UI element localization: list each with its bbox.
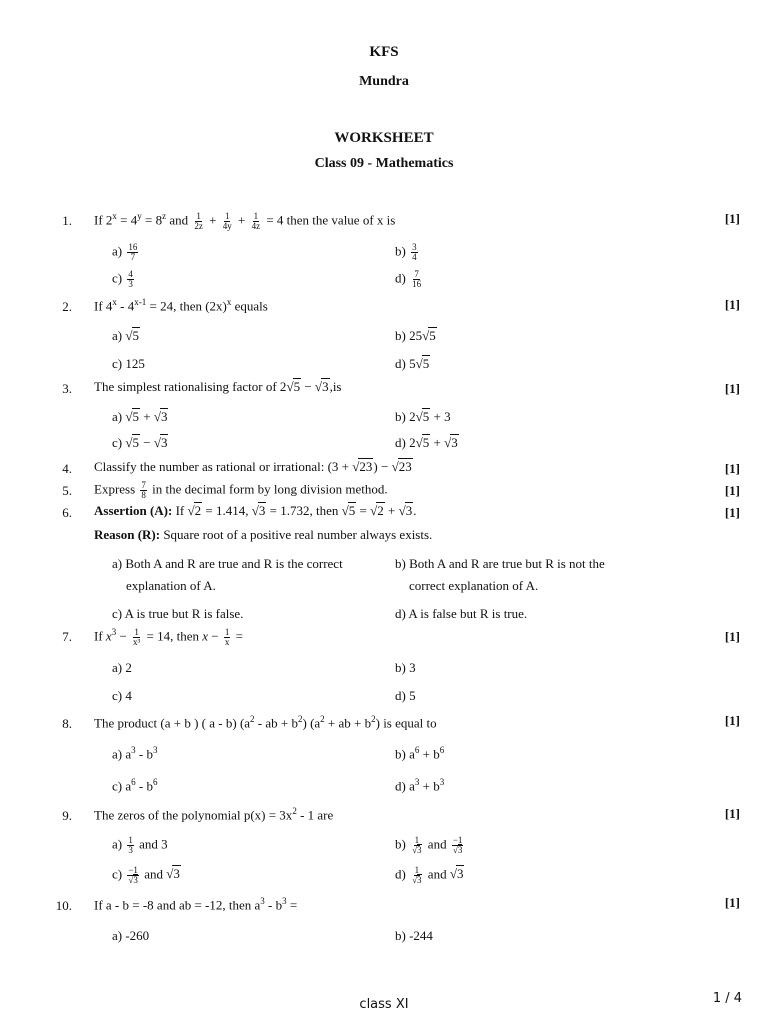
school-place: Mundra bbox=[359, 74, 409, 89]
question-number: 10. bbox=[55, 898, 72, 913]
question-text: If $x^3$ − $\frac{1}{\text{x³}}$ = 14, then x − $\frac{1}{x}$ = bbox=[94, 626, 243, 647]
question-text: The simplest rationalising factor of 2√5 − √3,is bbox=[94, 379, 342, 394]
option-d: d) $\frac{7}{16}$ bbox=[395, 269, 422, 289]
option-b: b) $\frac{3}{4}$ bbox=[395, 242, 417, 262]
marks-label: [1] bbox=[724, 483, 740, 498]
question-text: If $4^x - 4^{x-1} = 24$, then $(2x)^x$ equals bbox=[94, 297, 268, 314]
option-d: d) $\frac{1}{√3}$ and √3 bbox=[395, 865, 464, 885]
question-text: If $2^x = 4^y = 8^z$ and $\frac{1}{2z}$ + $\frac{1}{4y}$ + $\frac{1}{4z}$ = 4 then the value of x is bbox=[94, 210, 396, 231]
option-d: d) 2√5 + √3 bbox=[395, 435, 458, 450]
worksheet-title: WORKSHEET bbox=[334, 130, 434, 146]
option-d: d) $a^3 + b^3$ bbox=[395, 777, 445, 794]
assertion-text: Assertion (A): If √2 = 1.414, √3 = 1.732, then √5 = √2 + √3. bbox=[94, 503, 417, 518]
option-b: b) 2√5 + 3 bbox=[395, 409, 451, 424]
marks-label: [1] bbox=[724, 505, 740, 520]
option-b: b) 25√5 bbox=[395, 328, 436, 343]
option-b: b) -244 bbox=[395, 928, 433, 943]
question-number: 7. bbox=[62, 629, 72, 644]
option-d: d) 5√5 bbox=[395, 356, 430, 371]
question-number: 2. bbox=[62, 299, 72, 314]
question-text: Classify the number as rational or irrational: (3 + √23) − √23 bbox=[94, 459, 412, 474]
page-number: 1 / 4 bbox=[712, 991, 742, 1006]
option-c: c) A is true but R is false. bbox=[112, 606, 244, 621]
question-number: 5. bbox=[62, 483, 72, 498]
option-c: c) $\frac{-1}{√3}$ and √3 bbox=[112, 865, 180, 885]
option-c: c) 4 bbox=[112, 688, 132, 703]
option-c: c) $a^6 - b^6$ bbox=[112, 777, 158, 794]
option-a: a) $\frac{1}{3}$ and 3 bbox=[112, 835, 168, 855]
marks-label: [1] bbox=[724, 806, 740, 821]
question-text: Express $\frac{7}{8}$ in the decimal form by long division method. bbox=[94, 480, 388, 500]
question-number: 6. bbox=[62, 505, 72, 520]
footer-label: class XI bbox=[359, 997, 409, 1012]
option-a-cont: explanation of A. bbox=[126, 578, 216, 593]
option-a: a) √5 + √3 bbox=[112, 409, 168, 424]
option-b-cont: correct explanation of A. bbox=[409, 578, 539, 593]
option-b: b) $\frac{1}{√3}$ and $\frac{-1}{√3}$ bbox=[395, 835, 463, 855]
question-number: 8. bbox=[62, 716, 72, 731]
marks-label: [1] bbox=[724, 297, 740, 312]
option-d: d) 5 bbox=[395, 688, 416, 703]
marks-label: [1] bbox=[724, 895, 740, 910]
reason-text: Reason (R): Square root of a positive real number always exists. bbox=[94, 527, 433, 542]
question-text: The product (a + b ) ( a - b) ($a^2$ - ab + $b^2$) ($a^2$ + ab + $b^2$) is equal to bbox=[94, 714, 437, 731]
marks-label: [1] bbox=[724, 461, 740, 476]
option-a: a) Both A and R are true and R is the correct bbox=[112, 556, 343, 571]
option-d: d) A is false but R is true. bbox=[395, 606, 528, 621]
marks-label: [1] bbox=[724, 713, 740, 728]
option-a: a) $\frac{16}{7}$ bbox=[112, 242, 138, 262]
question-number: 4. bbox=[62, 461, 72, 476]
option-b: b) $a^6 + b^6$ bbox=[395, 745, 445, 762]
option-b: b) Both A and R are true but R is not the bbox=[395, 556, 605, 571]
worksheet-subject: Class 09 - Mathematics bbox=[314, 156, 454, 171]
marks-label: [1] bbox=[724, 211, 740, 226]
option-a: a) -260 bbox=[112, 928, 150, 943]
question-text: The zeros of the polynomial $p(x) = 3x^2 - 1$ are bbox=[94, 806, 334, 823]
marks-label: [1] bbox=[724, 629, 740, 644]
question-number: 1. bbox=[62, 213, 72, 228]
question-number: 3. bbox=[62, 381, 72, 396]
option-a: a) √5 bbox=[112, 328, 139, 343]
option-c: c) $\frac{4}{3}$ bbox=[112, 269, 133, 289]
marks-label: [1] bbox=[724, 381, 740, 396]
question-text: If a - b = -8 and ab = -12, then $a^3 - b^3$ = bbox=[94, 896, 298, 913]
school-name: KFS bbox=[369, 44, 399, 60]
option-b: b) 3 bbox=[395, 660, 416, 675]
option-a: a) 2 bbox=[112, 660, 132, 675]
question-number: 9. bbox=[62, 808, 72, 823]
option-c: c) √5 − √3 bbox=[112, 435, 168, 450]
option-a: a) $a^3 - b^3$ bbox=[112, 745, 158, 762]
option-c: c) 125 bbox=[112, 356, 145, 371]
